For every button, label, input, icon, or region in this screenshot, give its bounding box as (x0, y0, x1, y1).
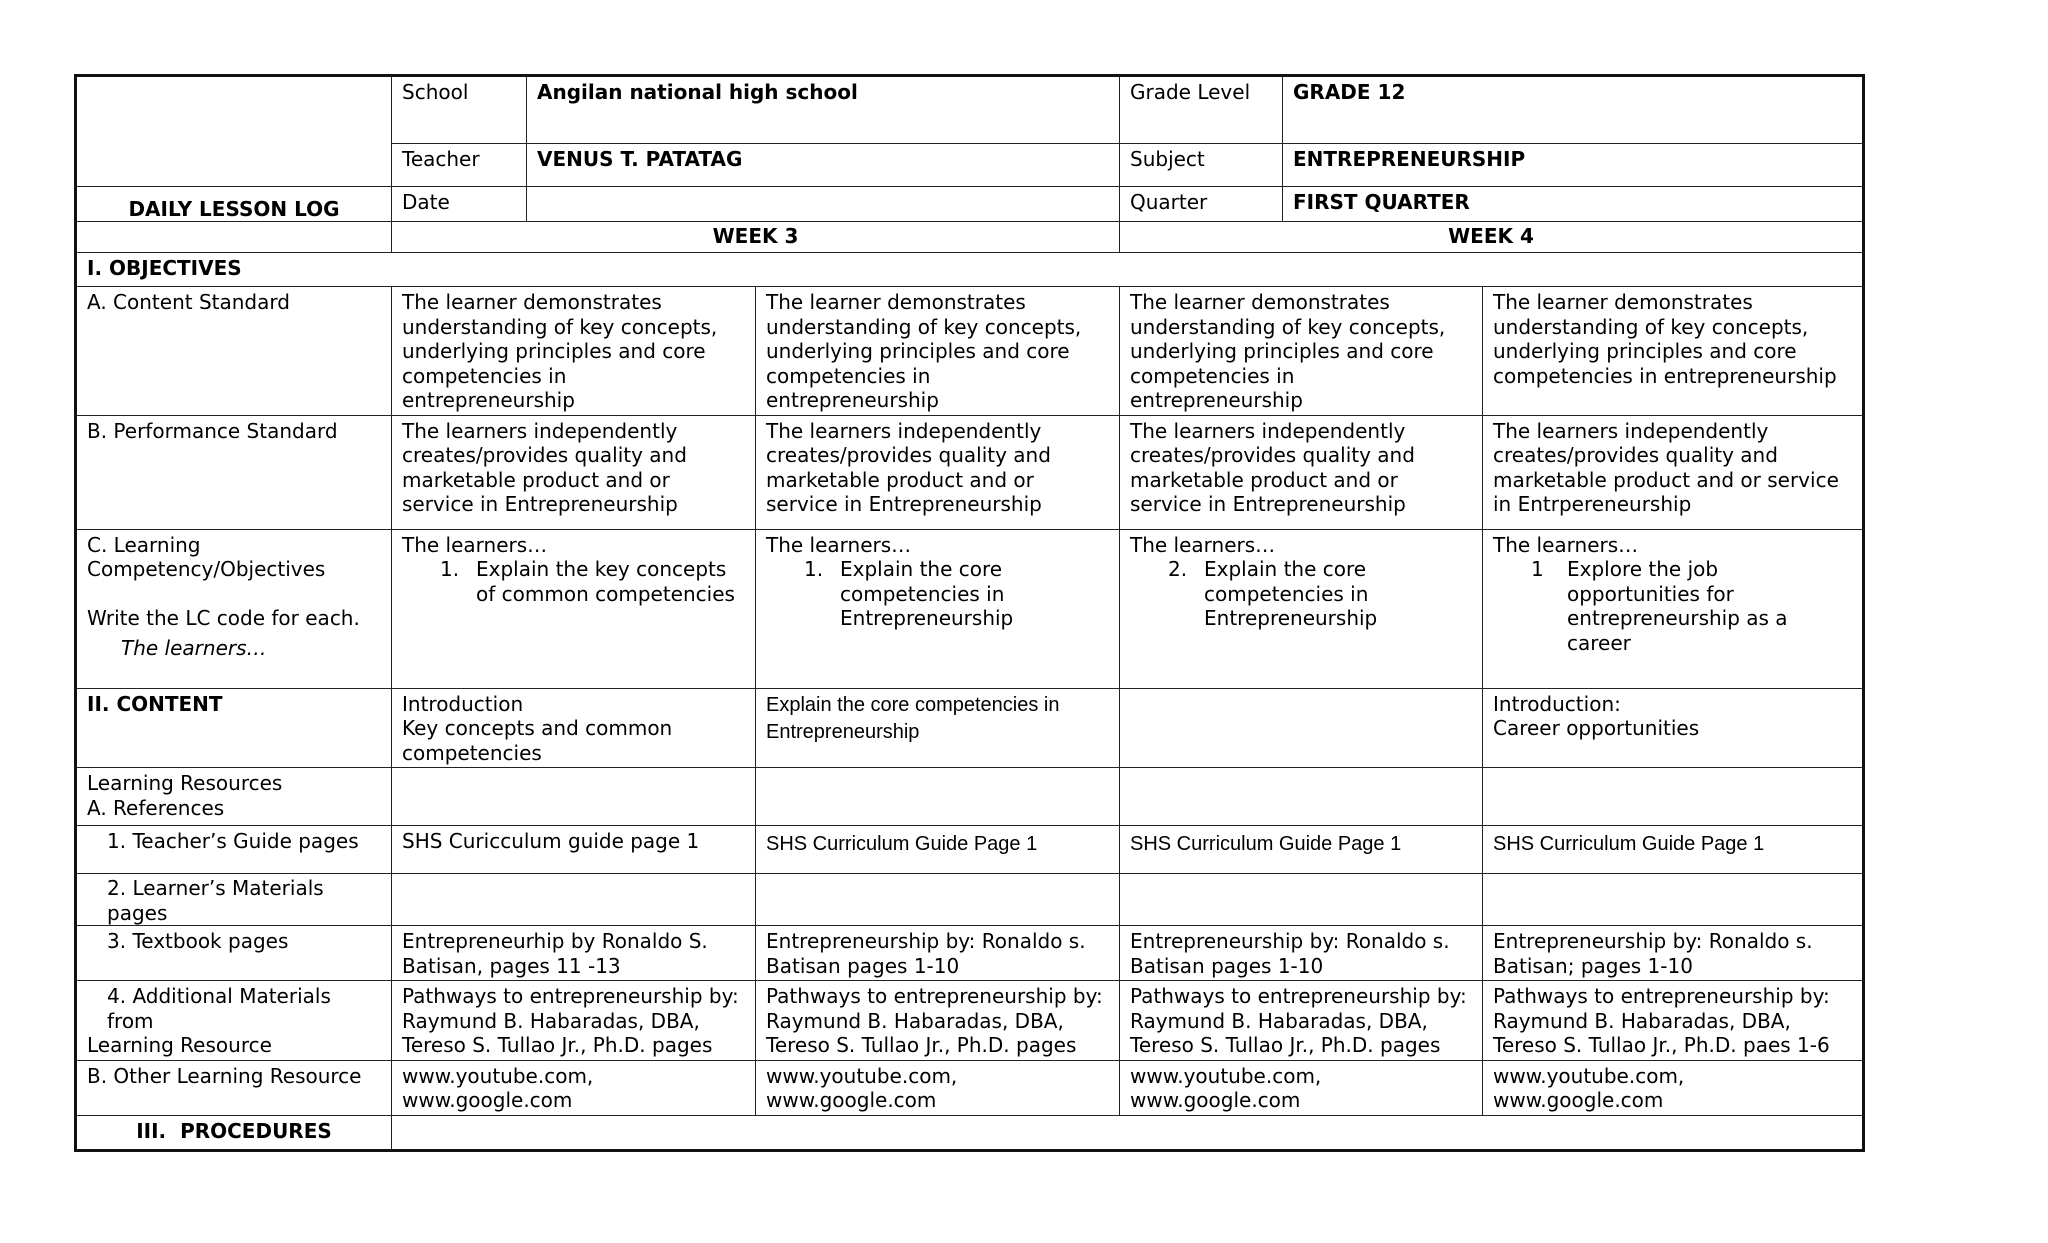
empty-cell (1483, 768, 1864, 826)
content-line1: Introduction: (1493, 691, 1621, 716)
content-line1: Introduction (402, 691, 524, 716)
grade-level-value: GRADE 12 (1283, 76, 1864, 144)
lc-text: Explain the key concepts of common competencies (476, 557, 735, 606)
content-line2: Career opportunities (1493, 716, 1700, 740)
other-resource-cell: www.youtube.com, www.google.com (756, 1060, 1120, 1115)
content-line1: Explain the core competencies in Entrepreneurship (766, 693, 1060, 743)
empty-cell (392, 874, 756, 926)
lc-text: Explore the job opportunities for entrepreneurship as a career (1567, 557, 1788, 655)
learning-competency-cell (1120, 529, 1483, 688)
teachers-guide-cell: SHS Curriculum Guide Page 1 (1120, 826, 1483, 874)
additional-materials-cell: Pathways to entrepreneurship by: Raymund B. Habaradas, DBA, Tereso S. Tullao Jr., Ph.D. pages (756, 981, 1120, 1061)
content-standard-cell: The learner demonstrates understanding of key concepts, underlying principles and core competencies in entrepreneurship (756, 287, 1120, 416)
lc-number: 1. (804, 557, 824, 581)
subject-label: Subject (1120, 144, 1283, 187)
school-label: School (392, 76, 527, 144)
lc-label-line3: Write the LC code for each. (87, 605, 360, 630)
lc-intro: The learners… (1493, 532, 1639, 557)
empty-cell (1120, 874, 1483, 926)
content-standard-cell: The learner demonstrates understanding of key concepts, underlying principles and core competencies in entrepreneurship (1120, 287, 1483, 416)
teacher-label: Teacher (392, 144, 527, 187)
subject-value: ENTREPRENEURSHIP (1283, 144, 1864, 187)
content-line2: Key concepts and common competencies (402, 716, 673, 765)
content-cell (756, 688, 1120, 768)
teachers-guide-cell: SHS Curicculum guide page 1 (392, 826, 756, 874)
lc-number: 1 (1531, 557, 1544, 581)
learning-competency-cell (1483, 529, 1864, 688)
textbook-cell: Entrepreneurship by: Ronaldo s. Batisan; pages 1-10 (1483, 926, 1864, 981)
school-value: Angilan national high school (527, 76, 1120, 144)
empty-cell (392, 768, 756, 826)
quarter-label: Quarter (1120, 187, 1283, 222)
additional-materials-cell: Pathways to entrepreneurship by: Raymund B. Habaradas, DBA, Tereso S. Tullao Jr., Ph.D. pages (1120, 981, 1483, 1061)
week-4-header: WEEK 4 (1120, 222, 1864, 253)
lc-intro: The learners… (402, 532, 548, 557)
textbook-cell: Entrepreneurship by: Ronaldo s. Batisan pages 1-10 (1120, 926, 1483, 981)
content-standard-cell: The learner demonstrates understanding of key concepts, underlying principles and core competencies in entrepreneurship (1483, 287, 1864, 416)
additional-materials-label (76, 981, 392, 1061)
lc-label-line2: Competency/Objectives (87, 557, 326, 581)
additional-materials-cell: Pathways to entrepreneurship by: Raymund B. Habaradas, DBA, Tereso S. Tullao Jr., Ph.D. pages (392, 981, 756, 1061)
procedures-cell (392, 1115, 1864, 1150)
empty-cell (1120, 768, 1483, 826)
performance-standard-label: B. Performance Standard (76, 415, 392, 529)
other-resource-cell: www.youtube.com, www.google.com (1120, 1060, 1483, 1115)
other-resource-cell: www.youtube.com, www.google.com (392, 1060, 756, 1115)
content-standard-cell: The learner demonstrates understanding of key concepts, underlying principles and core competencies in entrepreneurship (392, 287, 756, 416)
additional-materials-cell: Pathways to entrepreneurship by: Raymund B. Habaradas, DBA, Tereso S. Tullao Jr., Ph.D. paes 1-6 (1483, 981, 1864, 1061)
lc-list-item (1130, 557, 1472, 631)
textbook-cell: Entrepreneurhip by Ronaldo S. Batisan, pages 11 -13 (392, 926, 756, 981)
empty-cell (1483, 874, 1864, 926)
title-cell-top (76, 76, 392, 187)
lc-list-item (402, 557, 745, 606)
week-3-header: WEEK 3 (392, 222, 1120, 253)
lc-number: 2. (1168, 557, 1188, 581)
doc-title: DAILY LESSON LOG (76, 187, 392, 222)
lc-list-item (1493, 557, 1852, 655)
performance-standard-cell: The learners independently creates/provides quality and marketable product and or service in Entrpereneurship (1483, 415, 1864, 529)
lc-text: Explain the core competencies in Entrepreneurship (1204, 557, 1378, 630)
quarter-value: FIRST QUARTER (1283, 187, 1864, 222)
textbook-label: 3. Textbook pages (76, 926, 392, 981)
empty-cell (756, 874, 1120, 926)
content-cell (1483, 688, 1864, 768)
lc-label-line4: The learners… (121, 636, 267, 660)
teacher-value: VENUS T. PATATAG (527, 144, 1120, 187)
grade-level-label: Grade Level (1120, 76, 1283, 144)
objectives-heading: I. OBJECTIVES (76, 253, 1864, 287)
learning-competency-cell (392, 529, 756, 688)
textbook-cell: Entrepreneurship by: Ronaldo s. Batisan pages 1-10 (756, 926, 1120, 981)
lr-line1: Learning Resources (87, 771, 283, 795)
lc-text: Explain the core competencies in Entrepreneurship (840, 557, 1014, 630)
lc-intro: The learners… (766, 532, 912, 557)
lc-intro: The learners… (1130, 532, 1276, 557)
performance-standard-cell: The learners independently creates/provides quality and marketable product and or service in Entrepreneurship (756, 415, 1120, 529)
procedures-heading: III. PROCEDURES (76, 1115, 392, 1150)
am-line1: 4. Additional Materials from (107, 984, 331, 1033)
learning-resources-label (76, 768, 392, 826)
performance-standard-cell: The learners independently creates/provides quality and marketable product and or service in Entrepreneurship (1120, 415, 1483, 529)
daily-lesson-log-table (74, 74, 1865, 1152)
other-resource-cell: www.youtube.com, www.google.com (1483, 1060, 1864, 1115)
date-value (527, 187, 1120, 222)
learners-materials-label: 2. Learner’s Materials pages (76, 874, 392, 926)
week-blank-cell (76, 222, 392, 253)
teachers-guide-cell: SHS Curriculum Guide Page 1 (1483, 826, 1864, 874)
teachers-guide-label: 1. Teacher’s Guide pages (76, 826, 392, 874)
lc-label-line1: C. Learning (87, 532, 201, 557)
lc-number: 1. (440, 557, 460, 581)
other-resource-label: B. Other Learning Resource (76, 1060, 392, 1115)
content-standard-label: A. Content Standard (76, 287, 392, 416)
am-line2: Learning Resource (87, 1033, 272, 1057)
lr-line2: A. References (87, 795, 225, 820)
date-label: Date (392, 187, 527, 222)
performance-standard-cell: The learners independently creates/provides quality and marketable product and or service in Entrepreneurship (392, 415, 756, 529)
lc-list-item (766, 557, 1109, 631)
content-cell (392, 688, 756, 768)
empty-cell (756, 768, 1120, 826)
learning-competency-label (76, 529, 392, 688)
learning-competency-cell (756, 529, 1120, 688)
teachers-guide-cell: SHS Curriculum Guide Page 1 (756, 826, 1120, 874)
content-cell (1120, 688, 1483, 768)
content-heading: II. CONTENT (76, 688, 392, 768)
